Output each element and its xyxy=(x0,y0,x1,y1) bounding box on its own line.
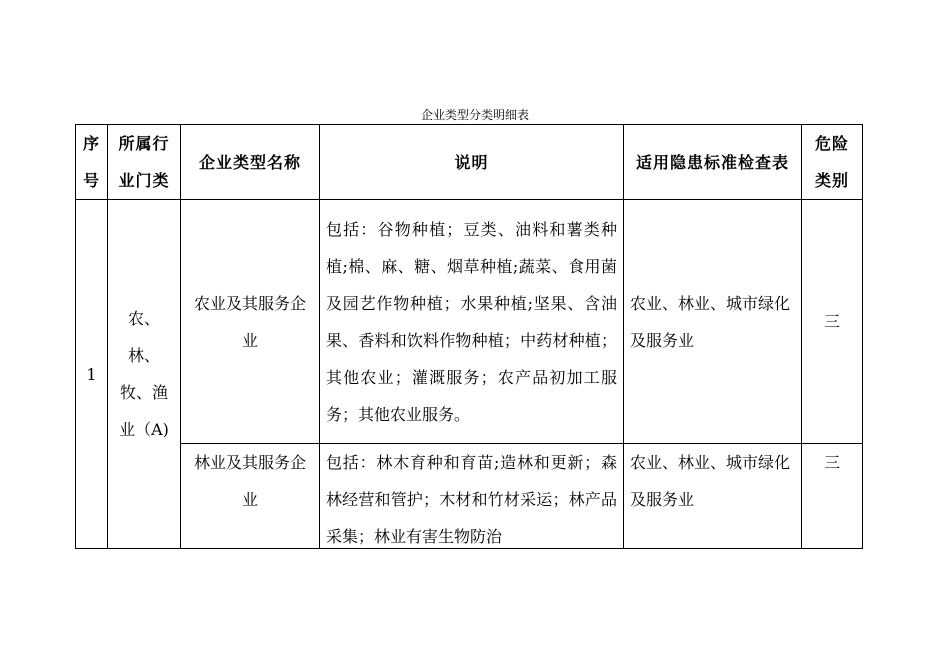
table-row xyxy=(76,200,863,444)
header-type-name: 企业类型名称 xyxy=(181,125,320,200)
header-industry: 所属行业门类 xyxy=(108,125,181,200)
cell-industry: 农、林、牧、渔业（A) xyxy=(108,200,181,549)
cell-standard: 农业、林业、城市绿化及服务业 xyxy=(624,200,802,444)
cell-description xyxy=(320,444,624,549)
header-description: 说明 xyxy=(320,125,624,200)
document-title: 企业类型分类明细表 xyxy=(420,108,529,122)
standard-text: 农业、林业、城市绿化及服务业 xyxy=(630,453,791,509)
type-name-text: 林业及其服务企业 xyxy=(193,453,306,509)
cell-hazard xyxy=(802,444,863,549)
cell-seq: 1 xyxy=(76,200,108,549)
cell-standard xyxy=(624,444,802,549)
header-hazard: 危险类别 xyxy=(802,125,863,200)
cell-description: 包括：谷物种植；豆类、油料和薯类种植;棉、麻、糖、烟草种植;蔬菜、食用菌及园艺作物种植；水果种植;坚果、含油果、香料和饮料作物种植；中药材种植；其他农业；灌溉服务；农产品初加工服务；其他农业服务。 xyxy=(320,200,624,444)
cell-type-name: 农业及其服务企业 xyxy=(181,200,320,444)
header-standard: 适用隐患标准检查表 xyxy=(624,125,802,200)
cell-type-name xyxy=(181,444,320,549)
table-header-row xyxy=(76,125,863,200)
table-row xyxy=(76,444,863,549)
description-text: 包括：林木育种和育苗;造林和更新；森林经营和管护；木材和竹材采运；林产品采集；林业有害生物防治 xyxy=(326,453,617,546)
header-seq: 序号 xyxy=(76,125,108,200)
cell-hazard: 三 xyxy=(802,200,863,444)
hazard-text: 三 xyxy=(823,453,840,472)
enterprise-type-table xyxy=(75,124,863,549)
